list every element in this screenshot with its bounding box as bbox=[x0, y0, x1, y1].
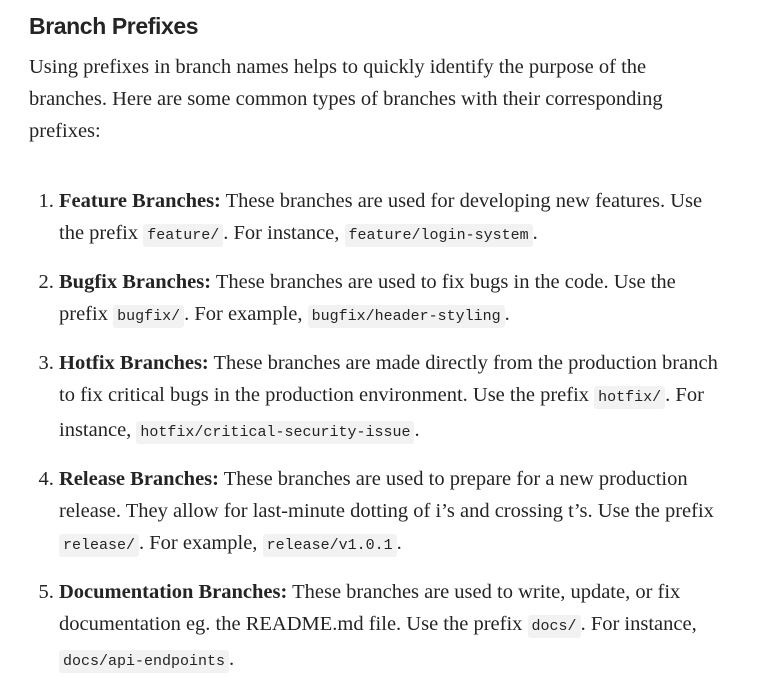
item-title: Documentation Branches: bbox=[59, 581, 288, 603]
item-text: . bbox=[414, 419, 420, 441]
item-title: Release Branches: bbox=[59, 468, 219, 490]
item-text: . bbox=[396, 532, 402, 554]
list-item-release bbox=[59, 463, 729, 562]
branch-prefix-list bbox=[29, 185, 729, 678]
section-heading: Branch Prefixes bbox=[29, 13, 199, 39]
item-text: . For instance, bbox=[59, 384, 704, 441]
item-text: . bbox=[229, 648, 235, 670]
article-section bbox=[29, 10, 729, 692]
list-item-feature bbox=[59, 185, 729, 252]
item-text: These branches are used for developing new features. Use the prefix bbox=[59, 190, 703, 244]
item-text: . For instance, bbox=[223, 222, 345, 244]
prefix-code: feature/ bbox=[143, 224, 223, 247]
list-item-hotfix bbox=[59, 347, 729, 449]
item-text: . For example, bbox=[184, 303, 308, 325]
item-text: These branches are made directly from the production branch to fix critical bugs in the production environment. Use the prefix bbox=[59, 352, 718, 406]
prefix-code: hotfix/ bbox=[594, 386, 665, 409]
item-text: These branches are used to prepare for a new production release. They allow for last-minute dotting of i’s and crossing t’s. Use the prefix bbox=[59, 468, 714, 522]
item-text: These branches are used to fix bugs in the code. Use the prefix bbox=[59, 271, 676, 325]
item-text: . For instance, bbox=[580, 613, 697, 635]
item-title: Hotfix Branches: bbox=[59, 352, 209, 374]
list-item-documentation bbox=[59, 576, 729, 678]
prefix-code: docs/ bbox=[528, 615, 581, 638]
item-text: These branches are used to write, update, or fix documentation eg. the README.md file. Use the prefix bbox=[59, 581, 681, 635]
item-title: Feature Branches: bbox=[59, 190, 221, 212]
example-code: release/v1.0.1 bbox=[263, 534, 397, 557]
item-text: . bbox=[532, 222, 538, 244]
prefix-code: release/ bbox=[59, 534, 139, 557]
item-text: . For example, bbox=[139, 532, 263, 554]
prefix-code: bugfix/ bbox=[113, 305, 184, 328]
list-item-bugfix bbox=[59, 266, 729, 333]
example-code: feature/login-system bbox=[345, 224, 533, 247]
example-code: hotfix/critical-security-issue bbox=[136, 421, 414, 444]
example-code: docs/api-endpoints bbox=[59, 650, 229, 673]
intro-paragraph: Using prefixes in branch names helps to quickly identify the purpose of the branches. Here are some common types of branches with their corresponding prefixes: bbox=[29, 56, 663, 142]
example-code: bugfix/header-styling bbox=[308, 305, 505, 328]
item-text: . bbox=[504, 303, 510, 325]
item-title: Bugfix Branches: bbox=[59, 271, 212, 293]
